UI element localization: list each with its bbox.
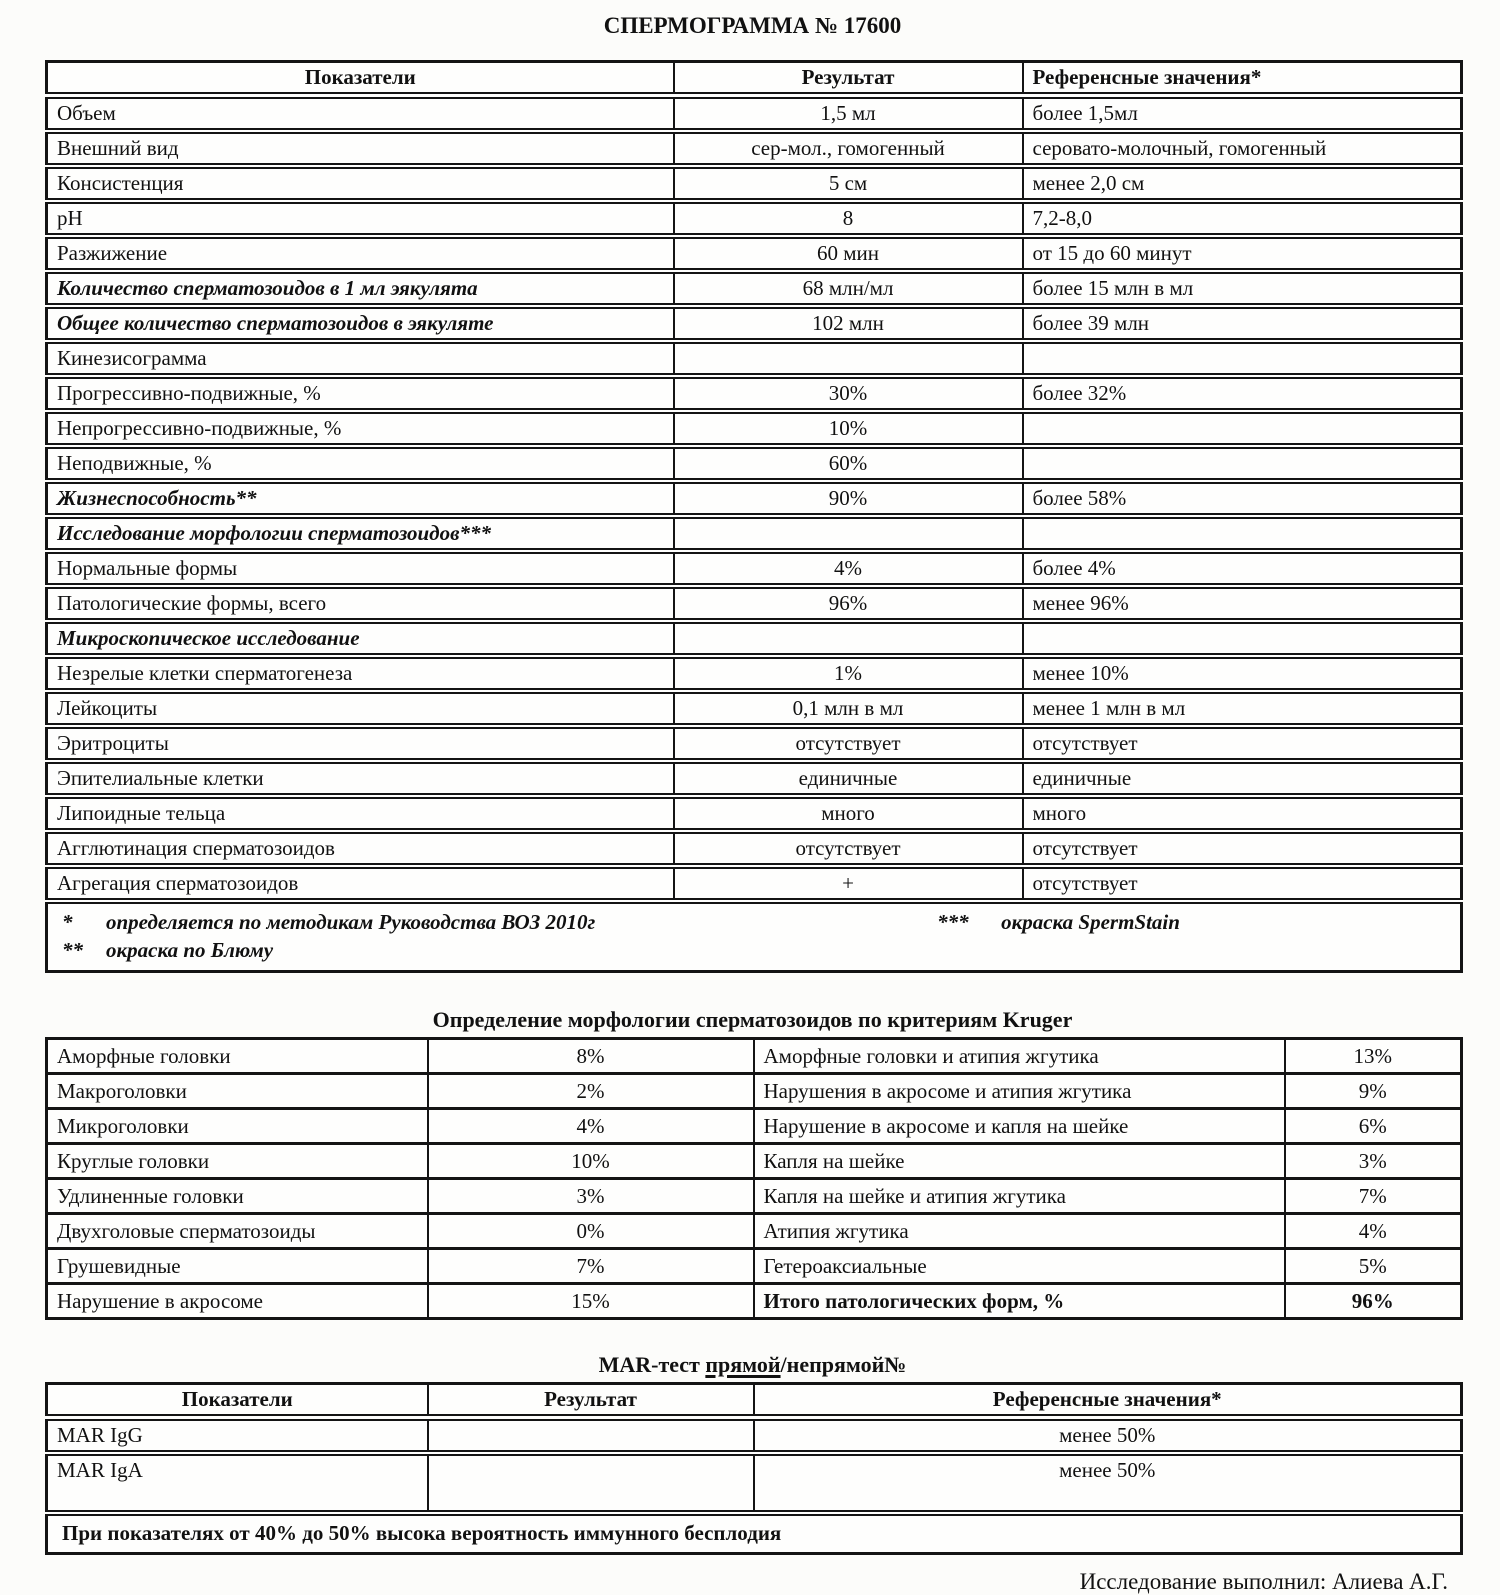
table-row — [47, 1418, 1462, 1454]
morphology-pct: 4% — [1285, 1214, 1462, 1249]
table-row — [47, 131, 1462, 166]
table-row — [47, 1249, 1462, 1284]
reference-value: 7,2-8,0 — [1023, 201, 1462, 236]
result-value: единичные — [674, 761, 1023, 796]
morphology-pct: 3% — [1285, 1144, 1462, 1179]
result-value: 96% — [674, 586, 1023, 621]
mar-header-row — [47, 1384, 1462, 1418]
morphology-name: Капля на шейке — [754, 1144, 1285, 1179]
mar-title-suffix: /непрямой№ — [780, 1352, 907, 1377]
morphology-pct: 8% — [428, 1039, 754, 1074]
mar-title-prefix: MAR-тест — [598, 1352, 706, 1377]
reference-value — [1023, 411, 1462, 446]
result-value: 90% — [674, 481, 1023, 516]
result-value: 5 см — [674, 166, 1023, 201]
reference-value: единичные — [1023, 761, 1462, 796]
result-value: + — [674, 866, 1023, 901]
parameter-name: Неподвижные, % — [47, 446, 674, 481]
morphology-name: Аморфные головки и атипия жгутика — [754, 1039, 1285, 1074]
morphology-pct: 10% — [428, 1144, 754, 1179]
table-row — [47, 201, 1462, 236]
parameter-name: Лейкоциты — [47, 691, 674, 726]
mar-reference-value: менее 50% — [754, 1418, 1462, 1454]
reference-value: более 1,5мл — [1023, 96, 1462, 132]
table-row — [47, 726, 1462, 761]
result-value: много — [674, 796, 1023, 831]
header-row — [47, 62, 1462, 96]
reference-value: более 32% — [1023, 376, 1462, 411]
reference-value — [1023, 621, 1462, 656]
reference-value: менее 1 млн в мл — [1023, 691, 1462, 726]
table-row — [47, 306, 1462, 341]
parameter-name: Агглютинация сперматозоидов — [47, 831, 674, 866]
table-row — [47, 1453, 1462, 1513]
spermogram-table — [45, 60, 1463, 973]
parameter-name: Общее количество сперматозоидов в эякуляте — [47, 306, 674, 341]
mar-test-table — [45, 1382, 1463, 1555]
result-value: отсутствует — [674, 831, 1023, 866]
morphology-pct: 5% — [1285, 1249, 1462, 1284]
result-value: 102 млн — [674, 306, 1023, 341]
morphology-pct: 4% — [428, 1109, 754, 1144]
parameter-name: Разжижение — [47, 236, 674, 271]
result-value: 1% — [674, 656, 1023, 691]
parameter-name: Исследование морфологии сперматозоидов*** — [47, 516, 674, 551]
morphology-pct: 3% — [428, 1179, 754, 1214]
footnote-line-1 — [62, 908, 1451, 936]
parameter-name: Незрелые клетки сперматогенеза — [47, 656, 674, 691]
table-row — [47, 831, 1462, 866]
morphology-pct: 15% — [428, 1284, 754, 1319]
table-row — [47, 551, 1462, 586]
table-row — [47, 516, 1462, 551]
table-row — [47, 1039, 1462, 1074]
mar-parameter-name: MAR IgG — [47, 1418, 428, 1454]
morphology-pct: 7% — [428, 1249, 754, 1284]
mar-parameter-name: MAR IgA — [47, 1453, 428, 1513]
mar-title-underlined: прямой — [705, 1352, 781, 1377]
morphology-name: Микроголовки — [47, 1109, 428, 1144]
morphology-name: Итого патологических форм, % — [754, 1284, 1285, 1319]
footnote-spermstain — [937, 908, 1451, 936]
table-row — [47, 1284, 1462, 1319]
footnote-marker-1: * — [62, 910, 73, 934]
reference-value: менее 2,0 см — [1023, 166, 1462, 201]
footnote-text-1: определяется по методикам Руководства ВОЗ 2010г — [106, 910, 596, 934]
reference-value: от 15 до 60 минут — [1023, 236, 1462, 271]
morphology-pct: 9% — [1285, 1074, 1462, 1109]
table-row — [47, 621, 1462, 656]
parameter-name: Непрогрессивно-подвижные, % — [47, 411, 674, 446]
result-value: 60% — [674, 446, 1023, 481]
morphology-pct: 2% — [428, 1074, 754, 1109]
result-value: отсутствует — [674, 726, 1023, 761]
morphology-name: Удлиненные головки — [47, 1179, 428, 1214]
mar-result-value — [428, 1418, 754, 1454]
footnote-marker-2: ** — [62, 938, 83, 962]
reference-value — [1023, 341, 1462, 376]
parameter-name: Микроскопическое исследование — [47, 621, 674, 656]
mar-header-result: Результат — [428, 1384, 754, 1418]
morphology-pct: 13% — [1285, 1039, 1462, 1074]
footnotes-cell — [47, 901, 1462, 972]
table-row — [47, 1109, 1462, 1144]
reference-value: более 15 млн в мл — [1023, 271, 1462, 306]
header-result: Результат — [674, 62, 1023, 96]
result-value — [674, 621, 1023, 656]
table-row — [47, 1144, 1462, 1179]
performed-by: Исследование выполнил: Алиева А.Г. — [1079, 1569, 1448, 1594]
result-value: 30% — [674, 376, 1023, 411]
table-row — [47, 866, 1462, 901]
result-value: 10% — [674, 411, 1023, 446]
footnote-marker-3: *** — [937, 910, 969, 934]
morphology-name: Аморфные головки — [47, 1039, 428, 1074]
header-reference: Референсные значения* — [1023, 62, 1462, 96]
mar-footer-row — [47, 1513, 1462, 1554]
parameter-name: Агрегация сперматозоидов — [47, 866, 674, 901]
result-value: 1,5 мл — [674, 96, 1023, 132]
morphology-name: Макроголовки — [47, 1074, 428, 1109]
document-title: СПЕРМОГРАММА № 17600 — [603, 13, 902, 38]
morphology-pct: 6% — [1285, 1109, 1462, 1144]
reference-value: много — [1023, 796, 1462, 831]
footnote-text-3: окраска SpermStain — [1001, 910, 1180, 934]
kruger-morphology-table — [45, 1037, 1463, 1320]
main-table-body — [47, 96, 1462, 902]
morphology-name: Нарушение в акросоме и капля на шейке — [754, 1109, 1285, 1144]
table-row — [47, 1214, 1462, 1249]
morphology-name: Атипия жгутика — [754, 1214, 1285, 1249]
reference-value: менее 10% — [1023, 656, 1462, 691]
parameter-name: Прогрессивно-подвижные, % — [47, 376, 674, 411]
parameter-name: pH — [47, 201, 674, 236]
mar-header-indicators: Показатели — [47, 1384, 428, 1418]
mar-table-body — [47, 1418, 1462, 1514]
morphology-name: Двухголовые сперматозоиды — [47, 1214, 428, 1249]
kruger-table-title: Определение морфологии сперматозоидов по критериям Kruger — [432, 1007, 1073, 1032]
reference-value: более 39 млн — [1023, 306, 1462, 341]
reference-value: более 4% — [1023, 551, 1462, 586]
result-value: сер-мол., гомогенный — [674, 131, 1023, 166]
reference-value: серовато-молочный, гомогенный — [1023, 131, 1462, 166]
reference-value — [1023, 516, 1462, 551]
table-row — [47, 656, 1462, 691]
mar-result-value — [428, 1453, 754, 1513]
morphology-pct: 96% — [1285, 1284, 1462, 1319]
table-row — [47, 271, 1462, 306]
result-value: 8 — [674, 201, 1023, 236]
parameter-name: Патологические формы, всего — [47, 586, 674, 621]
parameter-name: Кинезисограмма — [47, 341, 674, 376]
result-value — [674, 516, 1023, 551]
table-row — [47, 586, 1462, 621]
table-row — [47, 341, 1462, 376]
table-row — [47, 376, 1462, 411]
parameter-name: Жизнеспособность** — [47, 481, 674, 516]
footnote-line-2 — [62, 936, 1451, 964]
footnote-who — [62, 908, 937, 936]
parameter-name: Консистенция — [47, 166, 674, 201]
header-indicators: Показатели — [47, 62, 674, 96]
parameter-name: Нормальные формы — [47, 551, 674, 586]
table-row — [47, 236, 1462, 271]
mar-test-title — [45, 1352, 1460, 1378]
mar-header-reference: Референсные значения* — [754, 1384, 1462, 1418]
table-row — [47, 1179, 1462, 1214]
table-row — [47, 411, 1462, 446]
morphology-name: Гетероаксиальные — [754, 1249, 1285, 1284]
kruger-table-body — [47, 1039, 1462, 1319]
result-value: 60 мин — [674, 236, 1023, 271]
morphology-name: Нарушения в акросоме и атипия жгутика — [754, 1074, 1285, 1109]
table-row — [47, 481, 1462, 516]
reference-value: отсутствует — [1023, 866, 1462, 901]
parameter-name: Внешний вид — [47, 131, 674, 166]
parameter-name: Эпителиальные клетки — [47, 761, 674, 796]
result-value: 4% — [674, 551, 1023, 586]
reference-value: отсутствует — [1023, 831, 1462, 866]
table-row — [47, 96, 1462, 132]
reference-value — [1023, 446, 1462, 481]
morphology-pct: 7% — [1285, 1179, 1462, 1214]
table-row — [47, 691, 1462, 726]
parameter-name: Липоидные тельца — [47, 796, 674, 831]
table-row — [47, 761, 1462, 796]
morphology-name: Грушевидные — [47, 1249, 428, 1284]
morphology-pct: 0% — [428, 1214, 754, 1249]
table-row — [47, 1074, 1462, 1109]
mar-reference-value: менее 50% — [754, 1453, 1462, 1513]
reference-value: более 58% — [1023, 481, 1462, 516]
morphology-name: Круглые головки — [47, 1144, 428, 1179]
footnote-text-2: окраска по Блюму — [106, 938, 274, 962]
table-row — [47, 796, 1462, 831]
morphology-name: Капля на шейке и атипия жгутика — [754, 1179, 1285, 1214]
mar-footer-note: При показателях от 40% до 50% высока вероятность иммунного бесплодия — [47, 1513, 1462, 1554]
reference-value: отсутствует — [1023, 726, 1462, 761]
parameter-name: Количество сперматозоидов в 1 мл эякулята — [47, 271, 674, 306]
reference-value: менее 96% — [1023, 586, 1462, 621]
result-value: 0,1 млн в мл — [674, 691, 1023, 726]
parameter-name: Эритроциты — [47, 726, 674, 761]
footnotes-row — [47, 901, 1462, 972]
table-row — [47, 166, 1462, 201]
parameter-name: Объем — [47, 96, 674, 132]
result-value — [674, 341, 1023, 376]
morphology-name: Нарушение в акросоме — [47, 1284, 428, 1319]
table-row — [47, 446, 1462, 481]
result-value: 68 млн/мл — [674, 271, 1023, 306]
